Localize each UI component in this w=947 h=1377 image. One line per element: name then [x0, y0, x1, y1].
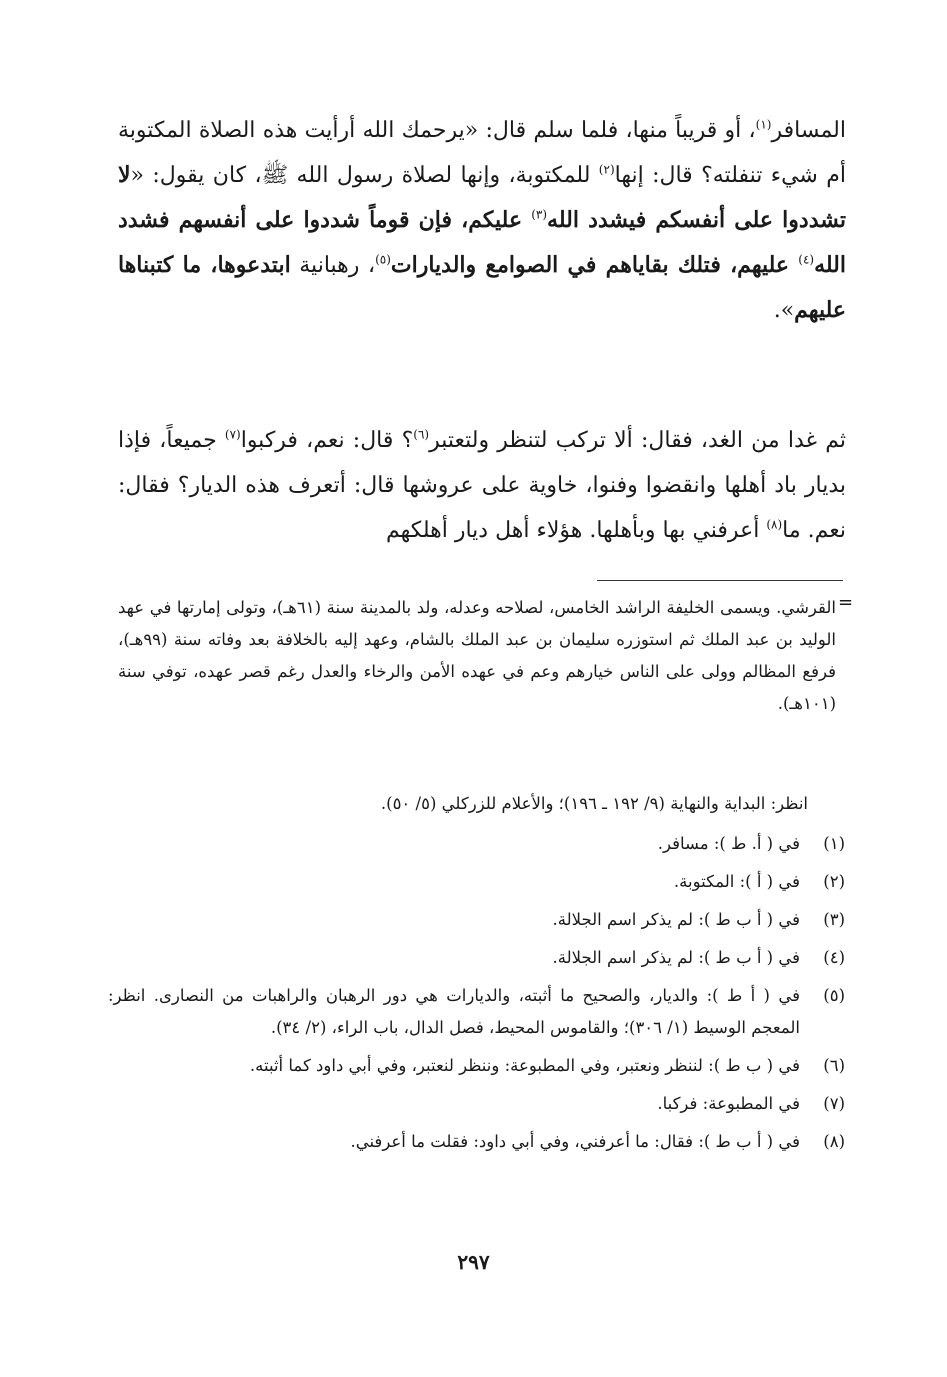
footnote-list [108, 828, 845, 1164]
main-paragraph-1 [118, 108, 846, 333]
footnote-number: (٥) [823, 986, 845, 1005]
text-segment: ؟ قال: نعم، فركبوا [240, 428, 414, 453]
text-segment: ثم غدا من الغد، فقال: ألا تركب لتنظر ولتعتبر [429, 428, 846, 453]
footnote-text: في ( أ ب ط ): لم يذكر اسم الجلالة. [552, 948, 800, 967]
footnote-item [108, 866, 845, 898]
text-segment: ». [773, 298, 795, 323]
footnote-text: في ( أ. ط ): مسافر. [657, 834, 800, 853]
hadith-text: لا تشددوا على أنفسكم فيشدد الله [118, 162, 846, 233]
footnote-number: (٤) [823, 948, 845, 967]
hadith-text: عليكم، فإن قوماً شددوا على أنفسهم فشدد الله [118, 207, 846, 278]
footnote-ref-2[interactable]: (٢) [598, 162, 615, 177]
footnote-item [108, 942, 845, 974]
footnote-number: (٧) [823, 1094, 845, 1113]
footnote-ref-7[interactable]: (٧) [224, 427, 241, 442]
footnote-ref-3[interactable]: (٣) [531, 207, 548, 222]
footnote-text: في ( ب ط ): لننظر ونعتبر، وفي المطبوعة: وننظر لنعتبر، وفي أبي داود كما أثبته. [249, 1056, 800, 1075]
footnote-item [108, 828, 845, 860]
footnote-ref-5[interactable]: (٥) [375, 252, 391, 267]
footnote-number: (٣) [823, 910, 845, 929]
footnote-separator [597, 580, 843, 581]
footnote-ref-1[interactable]: (١) [755, 117, 772, 132]
footnote-ref-6[interactable]: (٦) [413, 427, 430, 442]
footnote-item [108, 1050, 845, 1082]
footnote-number: (٨) [823, 1132, 845, 1151]
footnote-item [108, 1126, 845, 1158]
text-segment: جميعاً، فإذا بديار باد أهلها وانقضوا وفنوا، خاوية على عروشها قال: أتعرف هذه الديار؟ فقال: نعم. ما [118, 428, 846, 543]
footnote-number: (٢) [823, 872, 845, 891]
footnote-item [108, 980, 845, 1044]
text-segment: ، أو قريباً منها، فلما سلم قال: «يرحمك الله أرأيت هذه الصلاة المكتوبة أم شيء تنفلته؟ قال: إنها [118, 118, 846, 188]
footnote-continued: القرشي. ويسمى الخليفة الراشد الخامس، لصلاحه وعدله، ولد بالمدينة سنة (٦١هـ)، وتولى إمارتها في عهد الوليد بن عبد الملك ثم استوزره سليمان بن عبد الملك بالشام، وعهد إليه بالخلافة بعد وفاته سنة (٩٩هـ)، فرفع المظالم وولى على الناس خيارهم وعم في عهده الأمن والرخاء والعدل رغم قصر عهده، توفي سنة (١٠١هـ). [118, 598, 836, 713]
quran-quote: ابتدعوها، ما كتبناها عليهم [118, 252, 846, 323]
footnote-ref-4[interactable]: (٤) [798, 252, 815, 267]
footnote-text: في المطبوعة: فركبا. [657, 1094, 800, 1113]
footnote-ref-8[interactable]: (٨) [766, 517, 783, 532]
continuation-mark: = [838, 592, 854, 613]
footnote-text: في ( أ ط ): والديار، والصحيح ما أثبته، والديارات هي دور الرهبان والراهبات من النصارى. انظر: المعجم الوسيط (١/ ٣٠٦)؛ والقاموس المحيط، فصل الدال، باب الراء، (٢/ ٣٤). [108, 986, 800, 1037]
page-number: ٢٩٧ [457, 1250, 490, 1274]
hadith-text: عليهم، فتلك بقاياهم في الصوامع والديارات [390, 252, 799, 278]
footnote-number: (١) [823, 834, 845, 853]
footnote-text: في ( أ ): المكتوبة. [673, 872, 800, 891]
main-paragraph-2 [118, 418, 846, 553]
footnote-source: انظر: البداية والنهاية (٩/ ١٩٢ ـ ١٩٦)؛ والأعلام للزركلي (٥/ ٥٠). [380, 794, 808, 813]
footnote-item [108, 904, 845, 936]
text-segment: للمكتوبة، وإنها لصلاة رسول الله ﷺ، كان يقول: « [130, 163, 599, 188]
text-segment: ، رهبانية [290, 253, 376, 278]
text-segment: المسافر [771, 118, 846, 143]
text-segment: أعرفني بها وبأهلها. هؤلاء أهل ديار أهلكهم [385, 518, 767, 543]
footnote-number: (٦) [823, 1056, 845, 1075]
footnote-item [108, 1088, 845, 1120]
footnote-text: في ( أ ب ط ): لم يذكر اسم الجلالة. [552, 910, 800, 929]
footnote-text: في ( أ ب ط ): فقال: ما أعرفني، وفي أبي داود: فقلت ما أعرفني. [350, 1132, 800, 1151]
